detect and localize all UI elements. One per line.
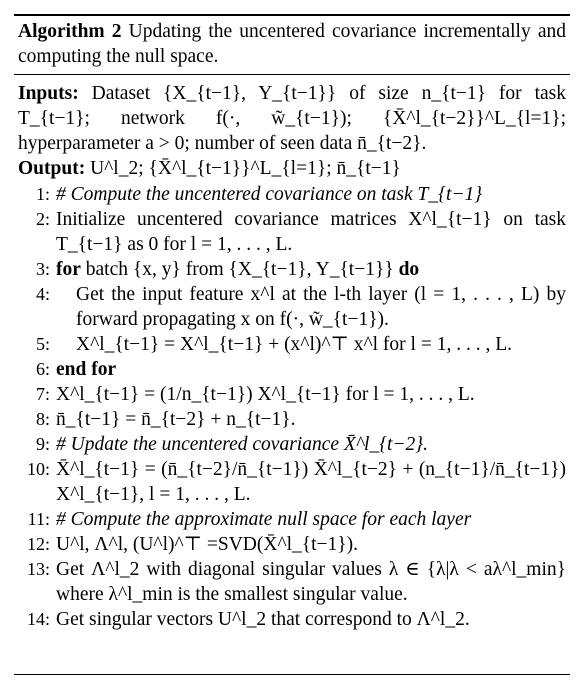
step-6 [14,357,570,382]
step-9 [14,432,570,457]
step-3 [14,257,570,282]
inputs-text: Dataset {X_{t−1}, Y_{t−1}} of size n_{t−1} for task T_{t−1}; network f(·, w̃_{t−1}); {X̄^l_{t−2}}^L_{l=1}; hyperparameter a > 0; number of seen data n̄_{t−2}. [18,83,567,154]
step-text: U^l, Λ^l, (U^l)^⊤ =SVD(X̄^l_{t−1}). [56,534,359,555]
inputs-label: Inputs: [18,83,79,104]
keyword-do: do [398,259,420,280]
step-text: for batch {x, y} from {X_{t−1}, Y_{t−1}} do [56,259,420,280]
step-5 [14,332,570,357]
step-10 [14,457,570,507]
step-number: 10: [26,459,50,479]
step-number: 12: [26,534,50,554]
step-number: 8: [35,409,50,429]
step-number: 1: [35,184,50,204]
step-number: 13: [26,559,50,579]
step-text: Initialize uncentered covariance matrices X^l_{t−1} on task T_{t−1} as 0 for l = 1, . . . , L. [56,209,566,255]
step-text: # Compute the uncentered covariance on task T_{t−1} [56,184,483,205]
step-4 [14,282,570,332]
step-text: Get singular vectors U^l_2 that correspond to Λ^l_2. [56,609,470,630]
algorithm-caption [14,16,570,74]
step-12 [14,532,570,557]
step-text: n̄_{t−1} = n̄_{t−2} + n_{t−1}. [56,409,296,430]
output-line [18,156,566,181]
step-text: Get the input feature x^l at the l-th layer (l = 1, . . . , L) by forward propagating x on f(·, w̃_{t−1}). [76,284,566,330]
step-text: # Update the uncentered covariance X̄^l_{t−2}. [56,434,428,455]
step-11 [14,507,570,532]
algorithm-box [14,14,570,632]
step-7 [14,382,570,407]
output-label: Output: [18,158,86,179]
step-number: 14: [26,609,50,629]
step-8 [14,407,570,432]
caption-label: Algorithm 2 [18,21,122,42]
step-number: 6: [35,359,50,379]
step-text: end for [56,359,117,380]
step-number: 4: [35,284,50,304]
io-section [14,75,570,181]
step-number: 9: [35,434,50,454]
step-text: # Compute the approximate null space for each layer [56,509,472,530]
step-13 [14,557,570,607]
step-text: Get Λ^l_2 with diagonal singular values λ ∈ {λ|λ < aλ^l_min} where λ^l_min is the smallest singular value. [56,559,566,605]
step-number: 5: [35,334,50,354]
step-number: 7: [35,384,50,404]
step-2 [14,207,570,257]
step-number: 2: [35,209,50,229]
bottom-rule [14,674,570,675]
output-text: U^l_2; {X̄^l_{t−1}}^L_{l=1}; n̄_{t−1} [90,158,401,179]
step-number: 11: [27,509,50,529]
step-number: 3: [35,259,50,279]
step-1 [14,182,570,207]
inputs-line [18,81,566,156]
step-list [14,182,570,632]
caption-title: Updating the uncentered covariance incrementally and computing the null space. [18,21,566,67]
step-text: X^l_{t−1} = X^l_{t−1} + (x^l)^⊤ x^l for l = 1, . . . , L. [76,334,512,355]
step-text: X^l_{t−1} = (1/n_{t−1}) X^l_{t−1} for l = 1, . . . , L. [56,384,475,405]
step-text: X̄^l_{t−1} = (n̄_{t−2}/n̄_{t−1}) X̄^l_{t−2} + (n_{t−1}/n̄_{t−1}) X^l_{t−1}, l = 1, . . . , L. [56,459,566,505]
step-14 [14,607,570,632]
keyword-for: for [56,259,81,280]
